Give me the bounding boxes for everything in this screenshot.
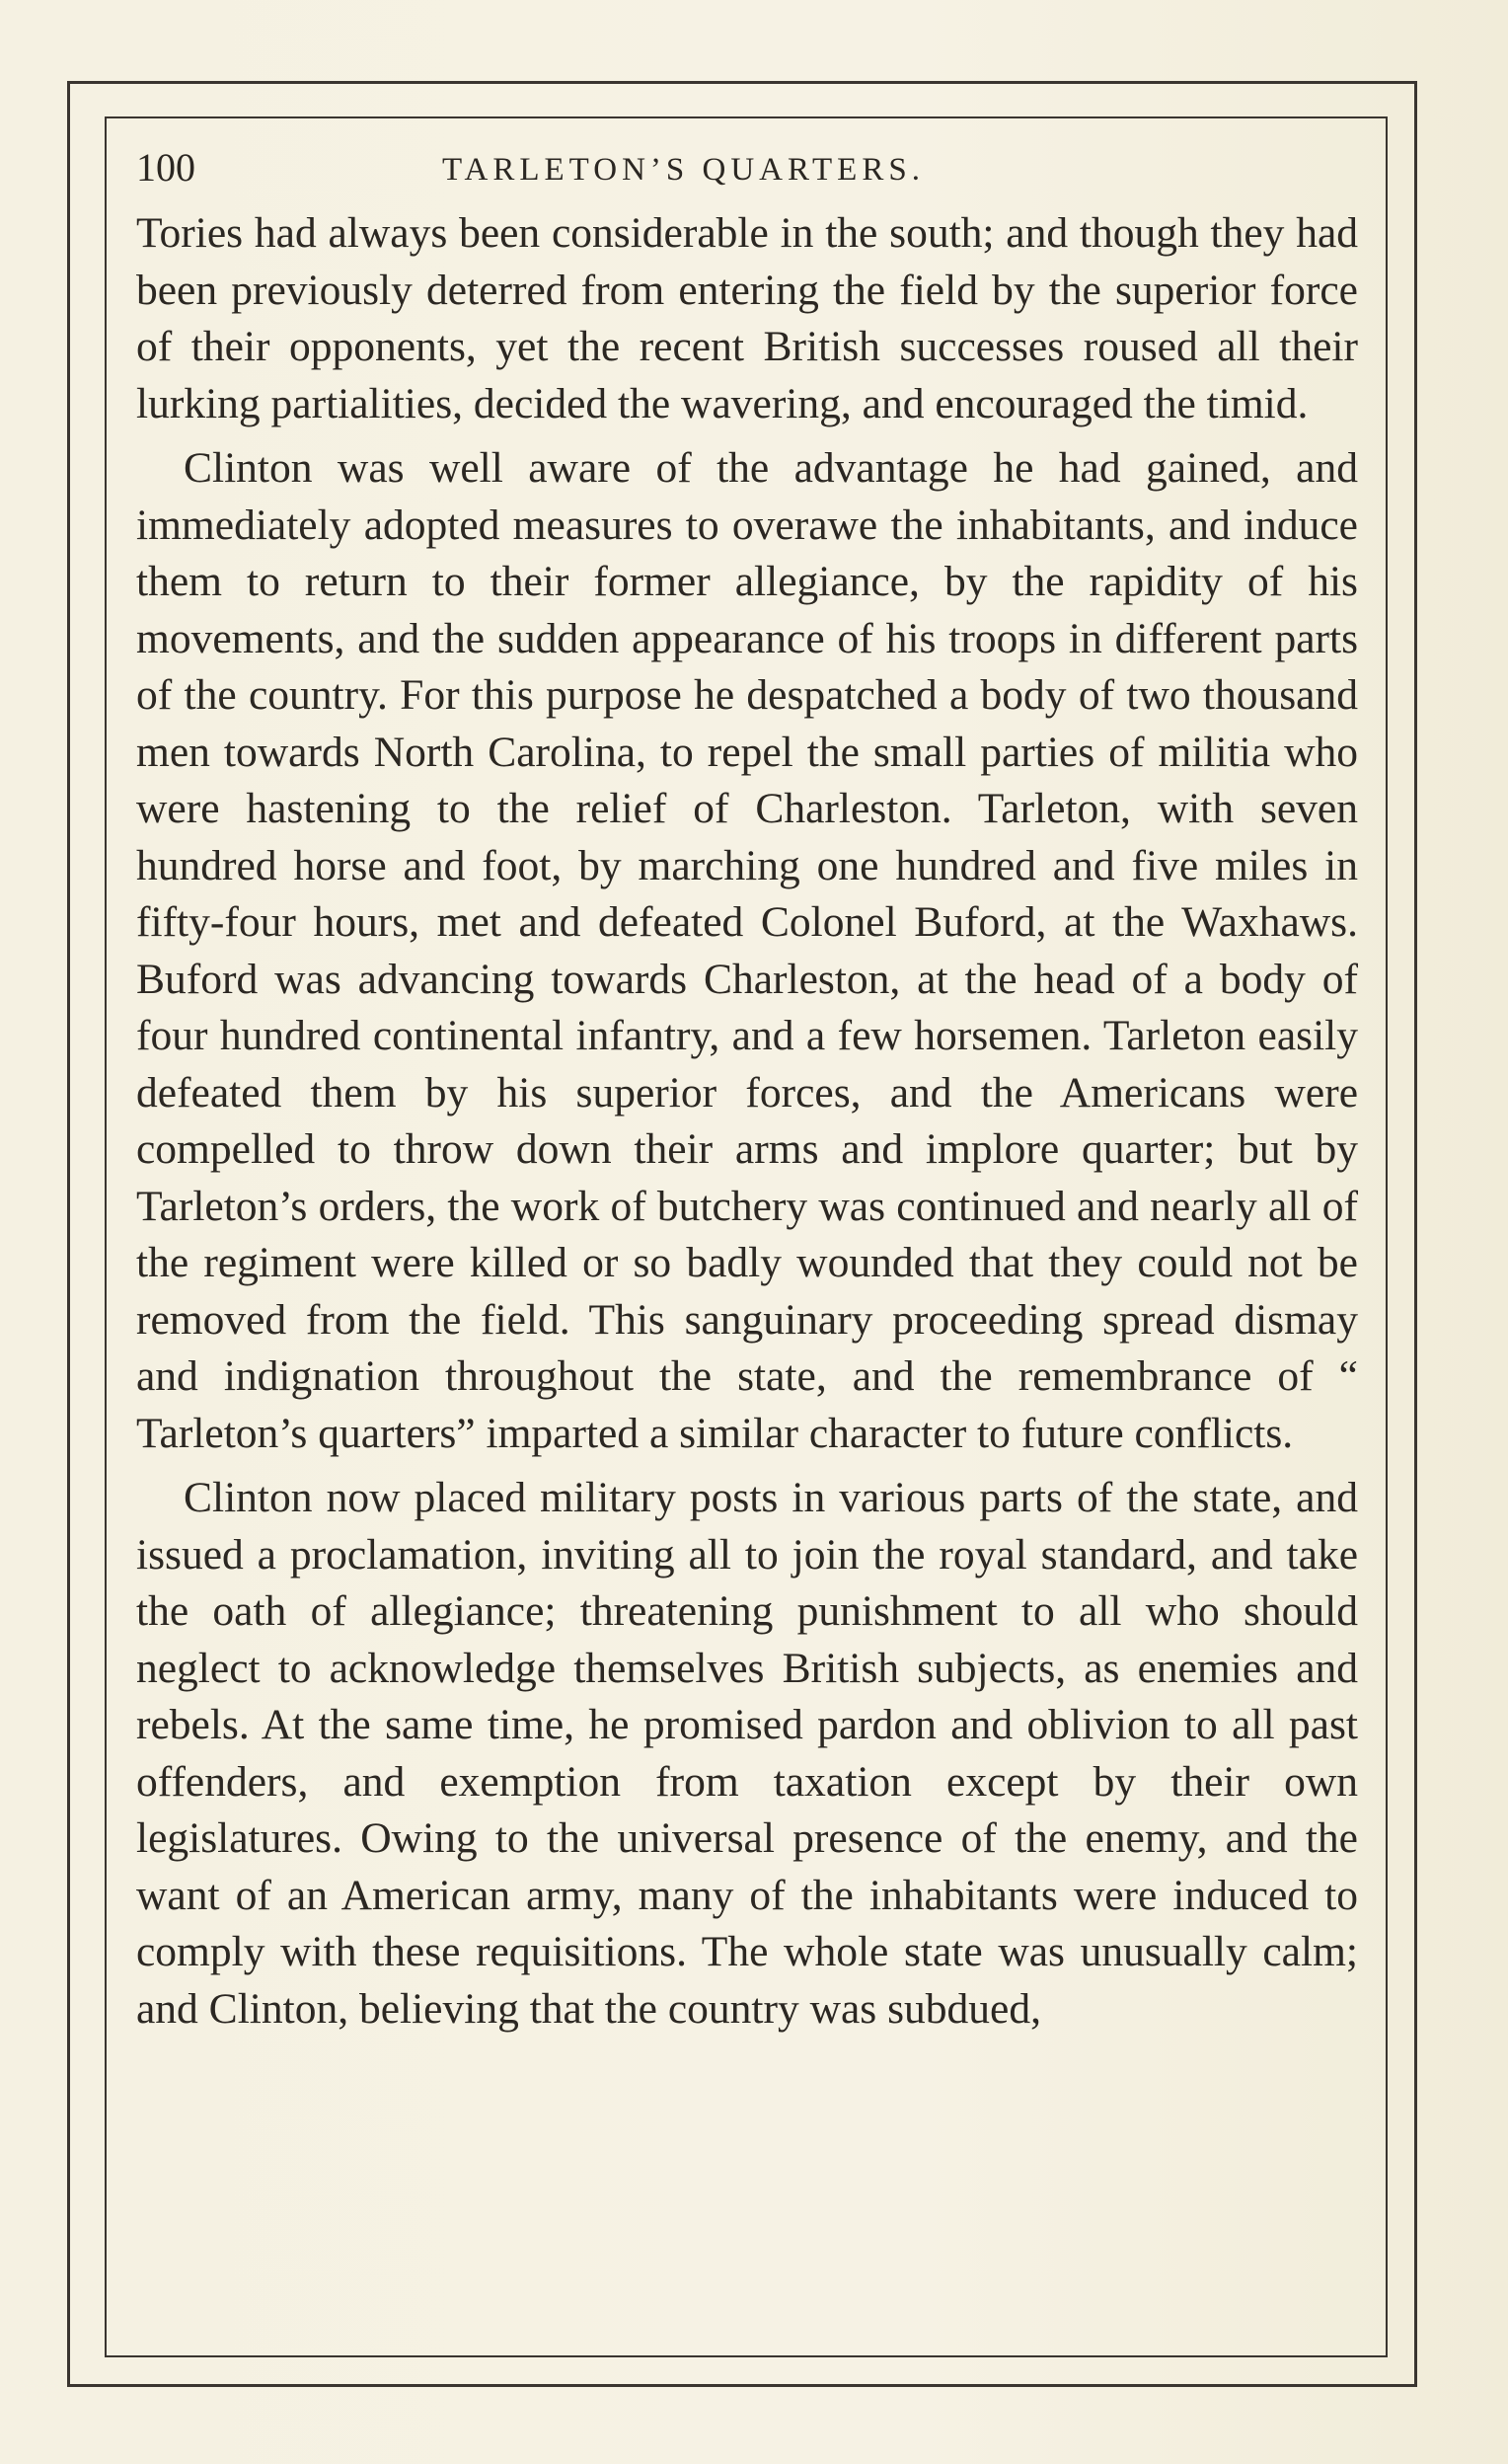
page-number: 100 bbox=[136, 145, 195, 190]
page-header bbox=[136, 138, 1360, 197]
running-title: TARLETON’S QUARTERS. bbox=[442, 152, 925, 188]
body-text bbox=[136, 205, 1358, 2038]
paragraph-2: Clinton was well aware of the advantage he had gained, and immediately adopted measures to overawe the inhabitants, and induce them to return to their former allegiance, by the rapidity of his movements, and the sudden appearance of his troops in different parts of the country. For this purpose he despatched a body of two thousand men towards North Carolina, to repel the small parties of militia who were hastening to the relief of Charleston. Tarleton, with seven hundred horse and foot, by marching one hundred and five miles in fifty-four hours, met and defeated Colonel Buford, at the Waxhaws. Buford was advancing towards Charleston, at the head of a body of four hundred continental infantry, and a few horsemen. Tarleton easily defeated them by his superior forces, and the Americans were compelled to throw down their arms and implore quarter; but by Tarleton’s orders, the work of butchery was continued and nearly all of the regiment were killed or so badly wounded that they could not be removed from the field. This sanguinary proceeding spread dismay and indignation throughout the state, and the remembrance of “ Tarleton’s quarters” imparted a similar character to future conflicts. bbox=[136, 444, 1358, 1457]
paragraph-3: Clinton now placed military posts in various parts of the state, and issued a proclamation, inviting all to join the royal standard, and take the oath of allegiance; threatening punishment to all who should neglect to acknowledge themselves British subjects, as enemies and rebels. At the same time, he promised pardon and oblivion to all past offenders, and exemption from taxation except by their own legislatures. Owing to the universal presence of the enemy, and the want of an American army, many of the inhabitants were induced to comply with these requisitions. The whole state was unusually calm; and Clinton, believing that the country was subdued, bbox=[136, 1474, 1358, 2033]
paragraph-1: Tories had always been considerable in the south; and though they had been previously deterred from entering the field by the superior force of their opponents, yet the recent British successes roused all their lurking partialities, decided the wavering, and encouraged the timid. bbox=[136, 209, 1358, 427]
